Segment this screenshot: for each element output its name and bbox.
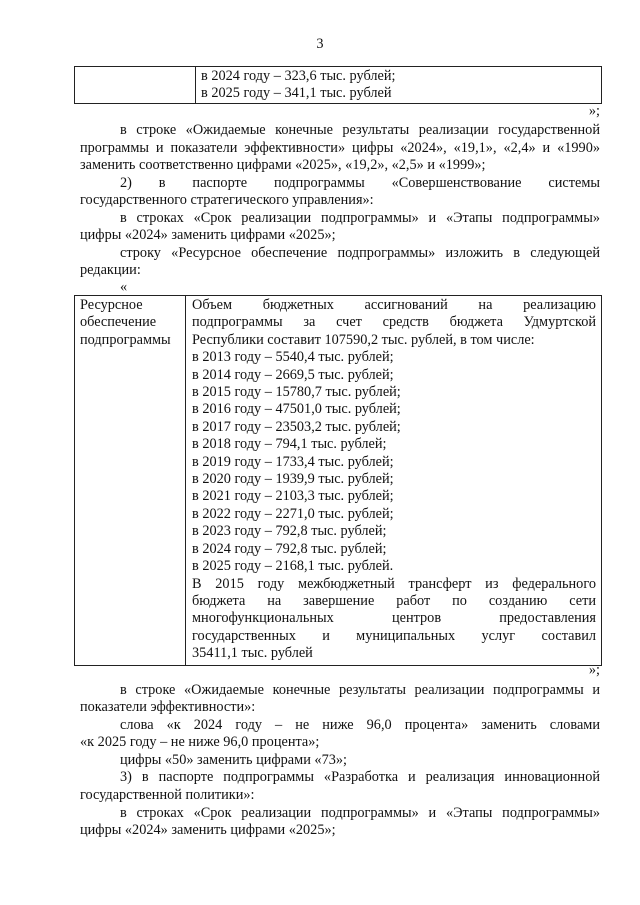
year-line: в 2024 году – 792,8 тыс. рублей; — [192, 540, 387, 557]
year-line: в 2018 году – 794,1 тыс. рублей; — [192, 436, 387, 453]
paragraph-line: программы и показатели эффективности» цифры «2024», «19,1», «2,4» и «1990» — [80, 140, 600, 156]
paragraph-line: заменить соответственно цифрами «2025», «19,2», «2,5» и «1999»; — [80, 157, 486, 173]
closing-quote: »; — [588, 103, 600, 119]
paragraph-line: 2) в паспорте подпрограммы «Совершенствование системы — [120, 175, 600, 191]
amount-cell — [196, 67, 602, 104]
paragraph-line: «к 2025 году – не ниже 96,0 процента»; — [80, 734, 320, 750]
label-line: Ресурсное — [80, 297, 143, 313]
resource-label-cell — [75, 296, 186, 666]
closing-quote: »; — [588, 662, 600, 678]
label-line: обеспечение — [80, 314, 157, 331]
table-line: в 2025 году – 341,1 тыс. рублей — [201, 85, 392, 102]
transfer-line: 35411,1 тыс. рублей — [192, 645, 313, 662]
paragraph-line: 3) в паспорте подпрограммы «Разработка и реализация инновационной — [120, 769, 600, 785]
year-line: в 2020 году – 1939,9 тыс. рублей; — [192, 471, 394, 488]
year-line: в 2017 году – 23503,2 тыс. рублей; — [192, 418, 401, 435]
label-line: подпрограммы — [80, 331, 171, 348]
intro-line: подпрограммы за счет средств бюджета Удмуртской — [192, 314, 596, 331]
table-line: в 2024 году – 323,6 тыс. рублей; — [201, 68, 396, 84]
budget-table-continuation — [74, 66, 602, 104]
paragraph-line: государственной политики»: — [80, 787, 255, 803]
paragraph-line: цифры «50» заменить цифрами «73»; — [120, 752, 347, 768]
paragraph-line: цифры «2024» заменить цифрами «2025»; — [80, 822, 336, 838]
paragraph-line: в строке «Ожидаемые конечные результаты реализации государственной — [120, 122, 600, 138]
year-line: в 2016 году – 47501,0 тыс. рублей; — [192, 401, 401, 418]
year-line: в 2023 году – 792,8 тыс. рублей; — [192, 523, 387, 540]
paragraph-line: строку «Ресурсное обеспечение подпрограммы» изложить в следующей — [120, 245, 600, 261]
resource-content-cell — [186, 296, 602, 666]
paragraph-line: редакции: — [80, 262, 141, 278]
resource-table — [74, 295, 602, 666]
year-line: в 2013 году – 5540,4 тыс. рублей; — [192, 349, 394, 366]
year-line: в 2015 году – 15780,7 тыс. рублей; — [192, 384, 401, 401]
year-line: в 2014 году – 2669,5 тыс. рублей; — [192, 366, 394, 383]
intro-line: Республики составит 107590,2 тыс. рублей, в том числе: — [192, 331, 535, 348]
empty-label-cell — [75, 67, 196, 104]
transfer-line: многофункциональных центров предоставления — [192, 610, 596, 627]
paragraph-line: в строке «Ожидаемые конечные результаты реализации подпрограммы и — [120, 682, 600, 698]
paragraph-line: цифры «2024» заменить цифрами «2025»; — [80, 227, 336, 243]
transfer-line: бюджета на завершение работ по созданию сети — [192, 592, 596, 609]
transfer-line: государственных и муниципальных услуг составил — [192, 627, 596, 644]
paragraph-line: в строках «Срок реализации подпрограммы» и «Этапы подпрограммы» — [120, 210, 600, 226]
intro-line: Объем бюджетных ассигнований на реализацию — [192, 297, 596, 313]
opening-quote: « — [120, 279, 128, 295]
transfer-line: В 2015 году межбюджетный трансферт из федерального — [192, 575, 596, 592]
year-line: в 2019 году – 1733,4 тыс. рублей; — [192, 453, 394, 470]
paragraph-line: в строках «Срок реализации подпрограммы» и «Этапы подпрограммы» — [120, 805, 600, 821]
paragraph-line: слова «к 2024 году – не ниже 96,0 процента» заменить словами — [120, 717, 600, 733]
year-line: в 2021 году – 2103,3 тыс. рублей; — [192, 488, 394, 505]
paragraph-line: государственного стратегического управления»: — [80, 192, 374, 208]
page-number: 3 — [316, 36, 324, 52]
year-line: в 2022 году – 2271,0 тыс. рублей; — [192, 505, 394, 522]
paragraph-line: показатели эффективности»: — [80, 699, 256, 715]
year-line: в 2025 году – 2168,1 тыс. рублей. — [192, 558, 394, 575]
